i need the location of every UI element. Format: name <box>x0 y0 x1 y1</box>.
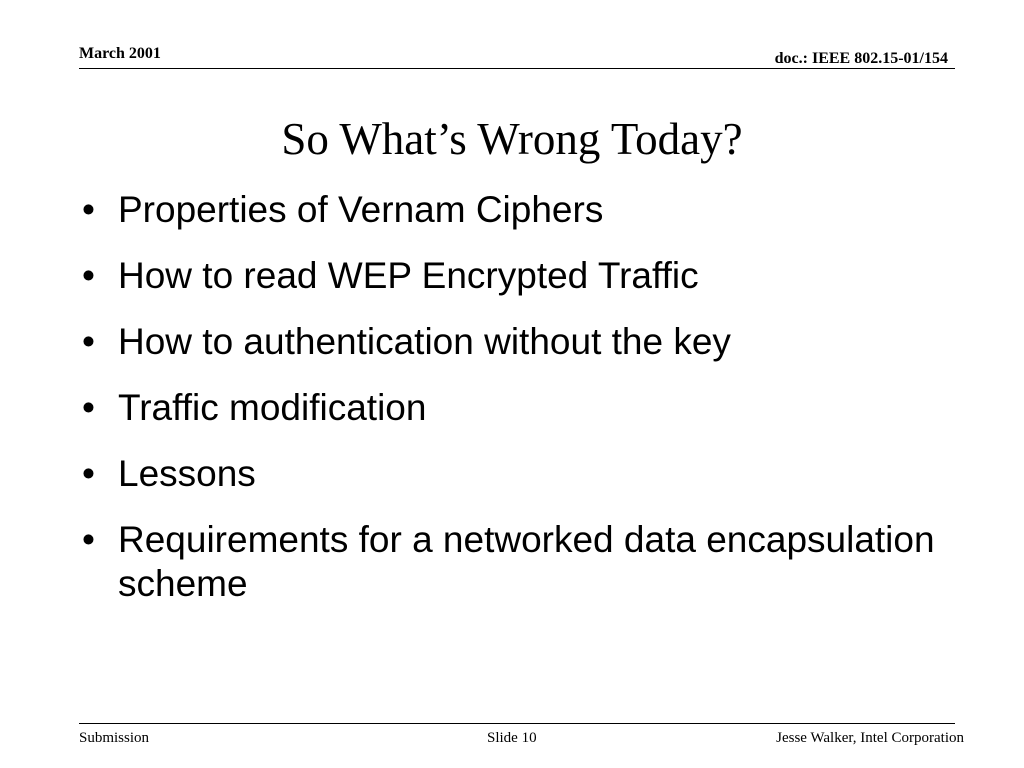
bullet-item <box>80 188 960 232</box>
bullet-text: How to read WEP Encrypted Traffic <box>118 255 699 296</box>
bullet-marker: • <box>82 189 95 230</box>
slide-number: Slide 10 <box>487 730 537 746</box>
bullet-item <box>80 254 960 298</box>
bullet-marker: • <box>82 387 95 428</box>
footer-divider <box>79 723 955 724</box>
bullet-list <box>80 188 960 628</box>
header-date: March 2001 <box>79 45 161 62</box>
bullet-item <box>80 452 960 496</box>
bullet-marker: • <box>82 255 95 296</box>
bullet-item <box>80 386 960 430</box>
slide-title: So What’s Wrong Today? <box>281 114 743 164</box>
footer-submission: Submission <box>79 730 150 746</box>
bullet-text: Lessons <box>118 453 256 494</box>
bullet-item <box>80 320 960 364</box>
bullet-text: Traffic modification <box>118 387 427 428</box>
bullet-text: Requirements for a networked data encapsulation scheme <box>118 519 935 604</box>
bullet-item <box>80 518 960 606</box>
bullet-marker: • <box>82 453 95 494</box>
bullet-marker: • <box>82 321 95 362</box>
header-divider <box>79 68 955 69</box>
bullet-marker: • <box>82 519 95 560</box>
bullet-text: Properties of Vernam Ciphers <box>118 189 604 230</box>
header-doc-id: doc.: IEEE 802.15-01/154 <box>774 50 948 67</box>
bullet-text: How to authentication without the key <box>118 321 731 362</box>
footer-author: Jesse Walker, Intel Corporation <box>776 730 964 746</box>
